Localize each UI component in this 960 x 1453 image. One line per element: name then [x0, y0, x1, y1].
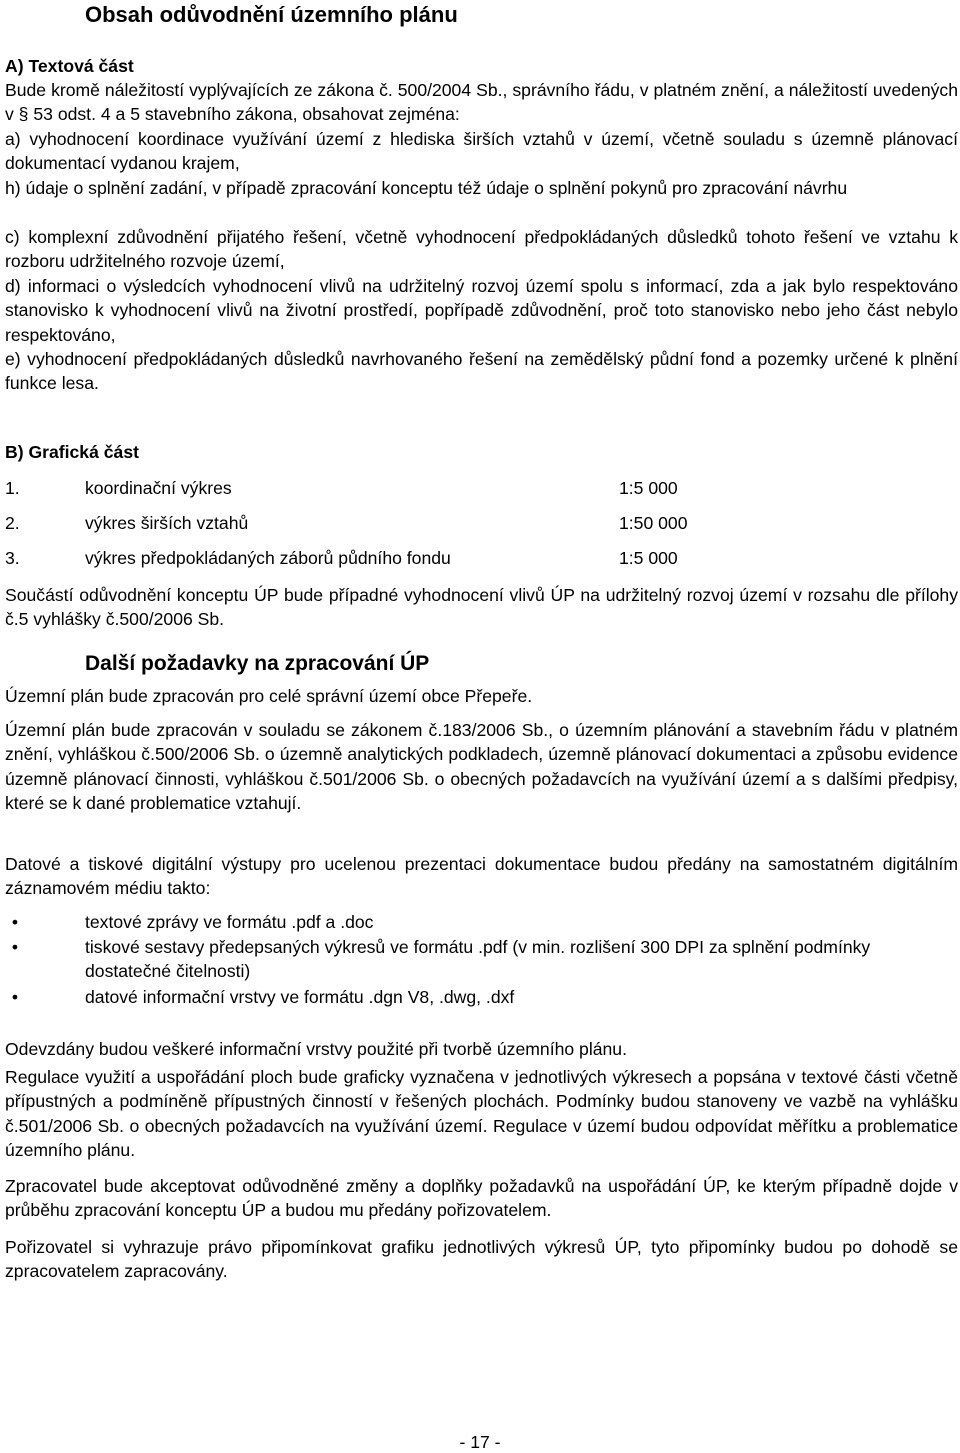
list-item: [5, 935, 958, 983]
item-c: c) komplexní zdůvodnění přijatého řešení, včetně vyhodnocení předpokládaných důsledků tohoto řešení ve vztahu k rozboru udržitelného rozvoje území,: [5, 227, 958, 272]
paragraph-layers: Odevzdány budou veškeré informační vrstvy použité při tvorbě územního plánu.: [5, 1039, 627, 1059]
item-h: h) údaje o splnění zadání, v případě zpracování konceptu též údaje o splnění pokynů pro zpracování návrhu: [5, 178, 848, 198]
drawing-label: výkres předpokládaných záborů půdního fondu: [85, 548, 451, 568]
drawing-label: koordinační výkres: [85, 478, 232, 498]
list-item-text: tiskové sestavy předepsaných výkresů ve formátu .pdf (v min. rozlišení 300 DPI za splnění podmínky dostatečné čitelnosti): [85, 937, 871, 982]
drawing-row: [5, 546, 958, 570]
drawing-number: 2.: [5, 513, 20, 533]
drawing-number: 3.: [5, 548, 20, 568]
drawing-number: 1.: [5, 478, 20, 498]
paragraph-comments: Pořizovatel si vyhrazuje právo připomínkovat grafiku jednotlivých výkresů ÚP, tyto připomínky budou po dohodě se zpracovatelem zapracovány.: [5, 1237, 958, 1282]
page-number: - 17 -: [459, 1432, 501, 1452]
paragraph-legislation: Územní plán bude zpracován v souladu se zákonem č.183/2006 Sb., o územním plánování a stavebním řádu v platném znění, vyhláškou č.500/2006 Sb. o územně analytických podkladech, územně plánovací dokumentaci a způsobu evidence územně plánovací činnosti, vyhláškou č.501/2006 Sb. o obecných požadavcích na využívání území a s dalšími předpisy, které se k dané problematice vztahují.: [5, 720, 958, 814]
drawing-scale: 1:5 000: [619, 548, 678, 568]
paragraph-changes: Zpracovatel bude akceptovat odůvodněné změny a doplňky požadavků na uspořádání ÚP, ke kterým případně dojde v průběhu zpracování konceptu ÚP a budou mu předány pořizovatelem.: [5, 1176, 958, 1221]
drawing-label: výkres širších vztahů: [85, 513, 249, 533]
section-subtitle: Další požadavky na zpracování ÚP: [85, 652, 430, 675]
item-e: e) vyhodnocení předpokládaných důsledků navrhovaného řešení na zemědělský půdní fond a pozemky určené k plnění funkce lesa.: [5, 349, 958, 394]
drawing-scale: 1:5 000: [619, 478, 678, 498]
paragraph-digital-outputs: Datové a tiskové digitální výstupy pro ucelenou prezentaci dokumentace budou předány na samostatném digitálním záznamovém médiu takto:: [5, 854, 958, 899]
bullet-icon: •: [11, 987, 19, 1007]
concept-note: Součástí odůvodnění konceptu ÚP bude případné vyhodnocení vlivů ÚP na udržitelný rozvoj území v rozsahu dle přílohy č.5 vyhlášky č.500/2006 Sb.: [5, 585, 958, 630]
drawing-row: [5, 476, 958, 500]
section-a-intro: Bude kromě náležitostí vyplývajících ze zákona č. 500/2004 Sb., správního řádu, v platném znění, a náležitostí uvedených v § 53 odst. 4 a 5 stavebního zákona, obsahovat zejména:: [5, 80, 958, 125]
bullet-icon: •: [11, 912, 19, 932]
item-a: a) vyhodnocení koordinace využívání území z hlediska širších vztahů v území, včetně souladu s územně plánovací dokumentací vydanou krajem,: [5, 129, 958, 174]
drawing-scale: 1:50 000: [619, 513, 688, 533]
drawing-row: [5, 511, 958, 535]
item-d: d) informaci o výsledcích vyhodnocení vlivů na udržitelný rozvoj území spolu s informací, zda a jak bylo respektováno stanovisko k vyhodnocení vlivů na životní prostředí, popřípadě zdůvodnění, proč toto stanovisko nebo jeho část nebylo respektováno,: [5, 276, 958, 345]
page-title: Obsah odůvodnění územního plánu: [85, 2, 458, 27]
list-item: [5, 985, 958, 1009]
section-a-heading: A) Textová část: [5, 56, 134, 76]
list-item-text: datové informační vrstvy ve formátu .dgn V8, .dwg, .dxf: [85, 987, 515, 1007]
section-b-heading: B) Grafická část: [5, 442, 139, 462]
list-item: [5, 910, 958, 934]
paragraph-regulation: Regulace využití a uspořádání ploch bude graficky vyznačena v jednotlivých výkresech a popsána v textové části včetně přípustných a podmíněně přípustných činností v řešených plochách. Podmínky budou stanoveny ve vazbě na vyhlášku č.501/2006 Sb. o obecných požadavcích na využívání území. Regulace v území budou odpovídat měřítku a problematice územního plánu.: [5, 1067, 958, 1161]
bullet-icon: •: [11, 937, 19, 957]
list-item-text: textové zprávy ve formátu .pdf a .doc: [85, 912, 374, 932]
paragraph-scope: Územní plán bude zpracován pro celé správní území obce Přepeře.: [5, 686, 533, 706]
